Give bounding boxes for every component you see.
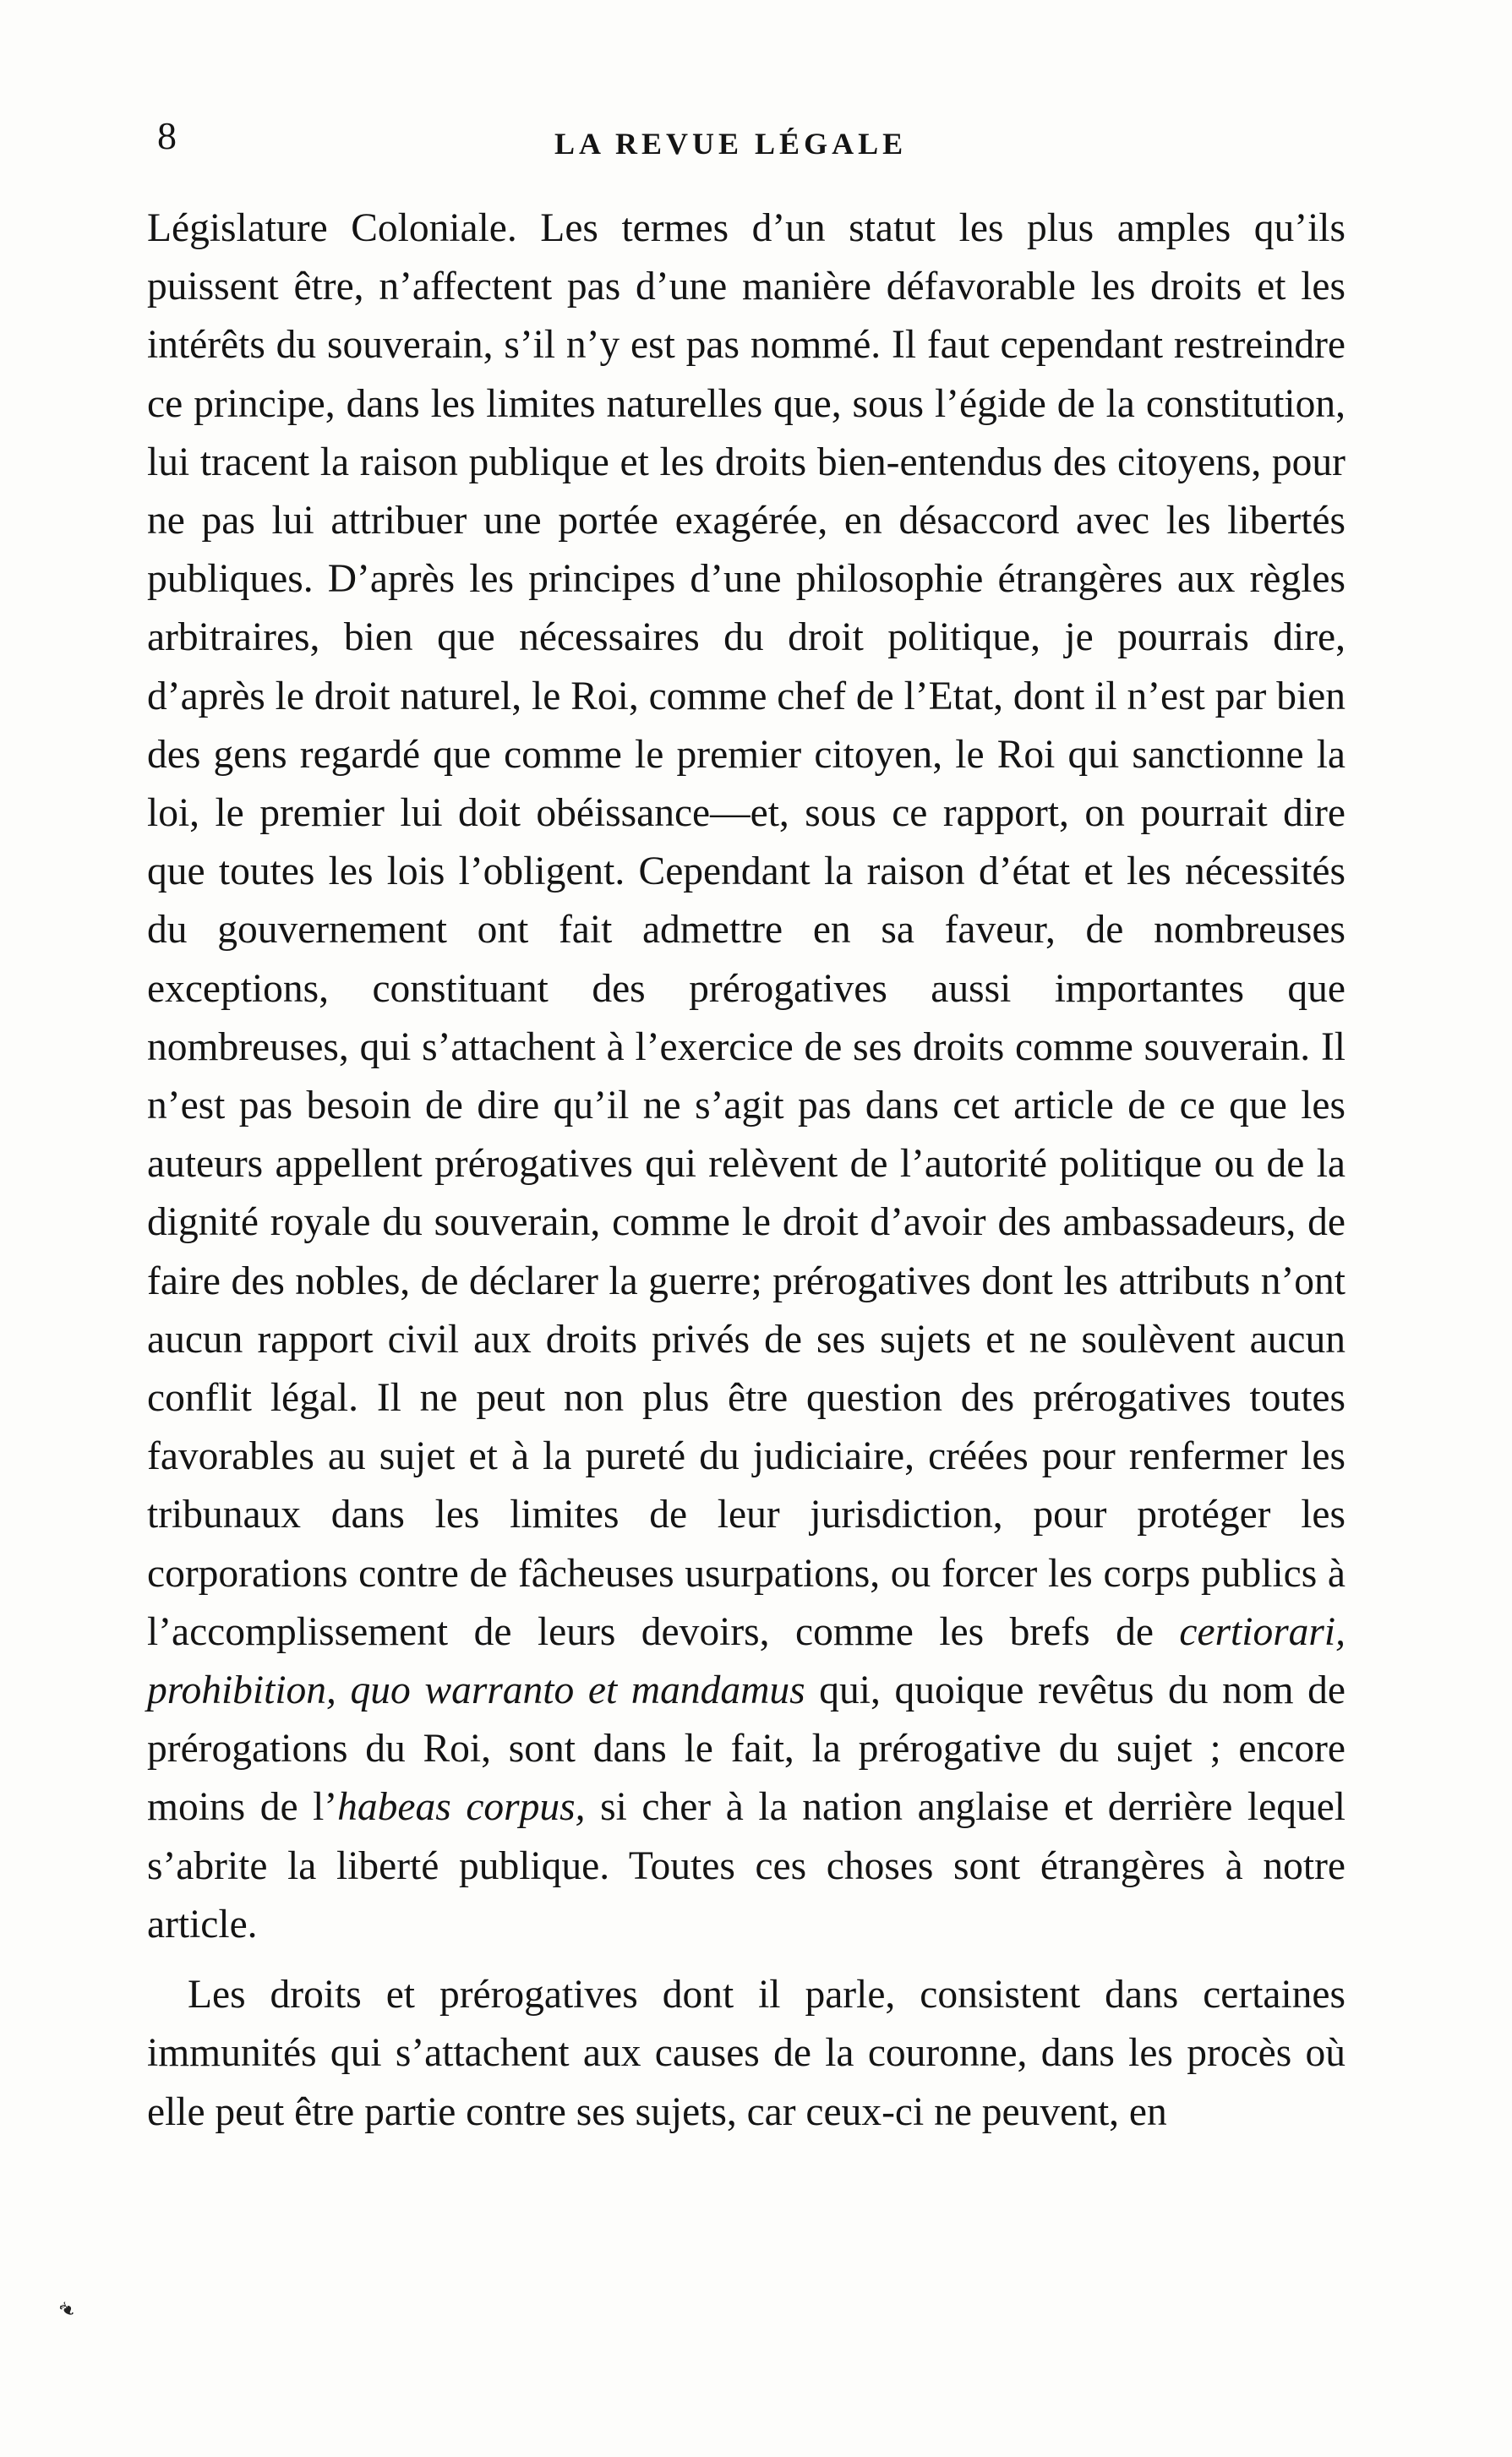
paragraph-1-italic-habeas: habeas corpus, [337,1785,586,1830]
page-number: 8 [157,114,177,157]
paragraph-2-text: Les droits et prérogatives dont il parle, consistent dans certaines immunités qui s’attachent aux causes de la couronne, dans les procès où elle peut être partie contre ses sujets, car ceux-ci ne peuvent, en [147,1973,1346,2134]
paragraph-1-italic-writs: certiorari, prohibition, quo warranto et mandamus [147,1609,1346,1713]
paragraph-2 [147,1966,1346,2142]
margin-mark: ❧ [52,2294,82,2325]
page-header [157,114,1357,167]
body-text [147,199,1346,2142]
running-title: LA REVUE LÉGALE [554,127,908,161]
paragraph-1 [147,199,1346,1954]
paragraph-1-text-b: qui, quoique revêtus du nom de prérogations du Roi, sont dans le fait, la prérogative du sujet ; encore moins de l’ [147,1668,1346,1830]
paragraph-1-text-c: si cher à la nation anglaise et derrière lequel s’abrite la liberté publique. Toutes ces choses sont étrangères à notre article. [147,1785,1346,1946]
paragraph-1-text-a: Législature Coloniale. Les termes d’un statut les plus amples qu’ils puissent être, n’affectent pas d’une manière défavorable les droits et les intérêts du souverain, s’il n’y est pas nommé. Il faut cependant restreindre ce principe, dans les limites naturelles que, sous l’égide de la constitution, lui tracent la raison publique et les droits bien-entendus des citoyens, pour ne pas lui attribuer une portée exagérée, en désaccord avec les libertés publiques. D’après les principes d’une philosophie étrangères aux règles arbitraires, bien que nécessaires du droit politique, je pourrais dire, d’après le droit naturel, le Roi, comme chef de l’Etat, dont il n’est par bien des gens regardé que comme le premier citoyen, le Roi qui sanctionne la loi, le premier lui doit obéissance—et, sous ce rapport, on pourrait dire que toutes les lois l’obligent. Cependant la raison d’état et les nécessités du gouvernement ont fait admettre en sa faveur, de nombreuses exceptions, constituant des prérogatives aussi importantes que nombreuses, qui s’attachent à l’exercice de ses droits comme souverain. Il n’est pas besoin de dire qu’il ne s’agit pas dans cet article de ce que les auteurs appellent prérogatives qui relèvent de l’autorité politique ou de la dignité royale du souverain, comme le droit d’avoir des ambassadeurs, de faire des nobles, de déclarer la guerre; prérogatives dont les attributs n’ont aucun rapport civil aux droits privés de ses sujets et ne soulèvent aucun conflit légal. Il ne peut non plus être question des prérogatives toutes favorables au sujet et à la pureté du judiciaire, créées pour renfermer les tribunaux dans les limites de leur jurisdiction, pour protéger les corporations contre de fâcheuses usurpations, ou forcer les corps publics à l’accomplissement de leurs devoirs, comme les brefs de [147,206,1346,1654]
